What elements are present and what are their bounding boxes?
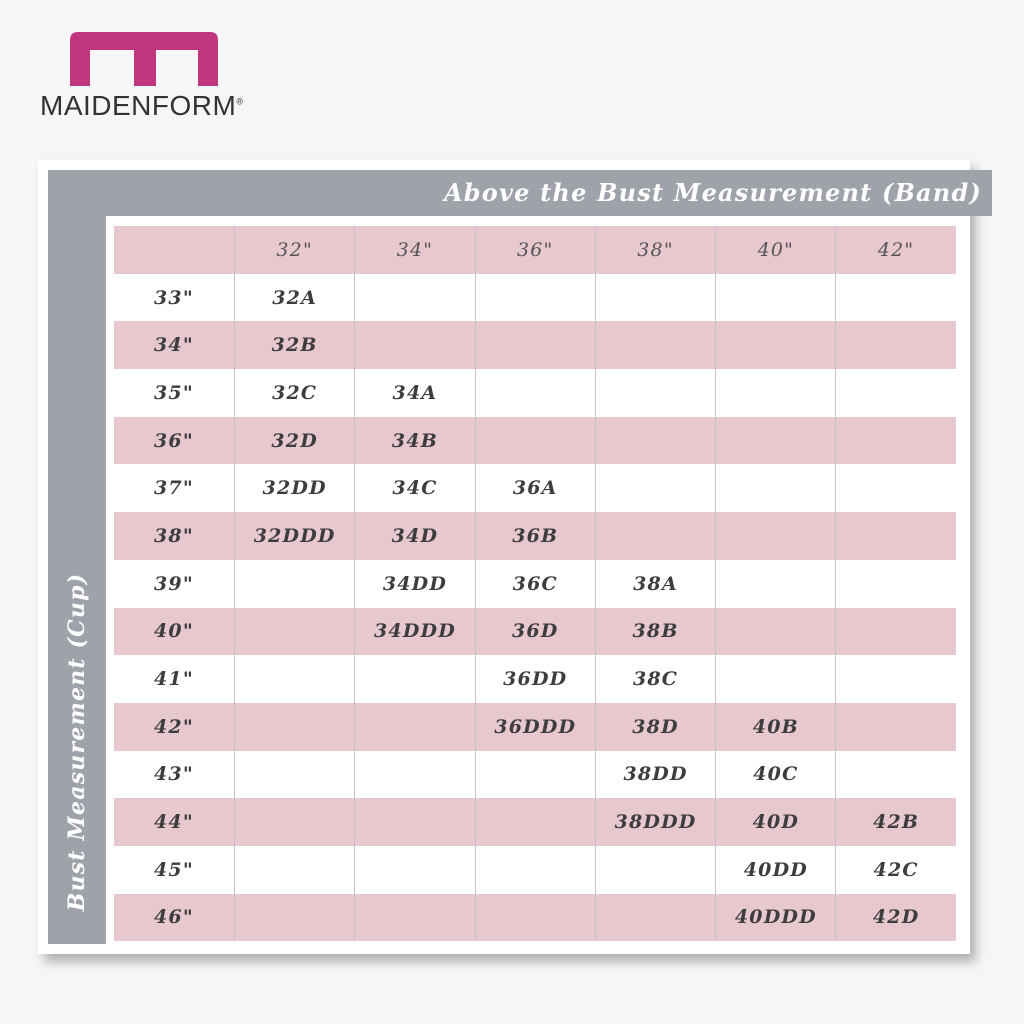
bra-size-cell	[715, 560, 835, 608]
bra-size-cell: 36B	[475, 512, 595, 560]
bra-size-cell	[595, 894, 715, 942]
band-header-cell: 40"	[715, 226, 835, 274]
bust-measurement-cell: 36"	[154, 429, 194, 452]
bra-size-cell	[595, 846, 715, 894]
table-row	[114, 560, 956, 608]
bra-size-cell: 38DD	[595, 751, 715, 799]
bra-size-cell	[835, 369, 955, 417]
bra-size-cell	[835, 751, 955, 799]
cup-title-container	[48, 170, 106, 944]
bra-size-cell	[715, 321, 835, 369]
bra-size-cell: 32C	[234, 369, 354, 417]
bra-size-cell	[715, 608, 835, 656]
bra-size-cell	[234, 846, 354, 894]
bra-size-cell	[234, 751, 354, 799]
bra-size-cell: 34C	[354, 464, 474, 512]
band-header-cell: 36"	[475, 226, 595, 274]
table-row	[114, 751, 956, 799]
table-row	[114, 512, 956, 560]
size-chart-card	[38, 160, 982, 954]
bust-measurement-cell: 43"	[154, 763, 194, 786]
table-row	[114, 894, 956, 942]
table-row	[114, 846, 956, 894]
bra-size-cell	[475, 751, 595, 799]
bra-size-cell	[354, 321, 474, 369]
band-header-cell: 32"	[234, 226, 354, 274]
bra-size-cell: 34DDD	[354, 608, 474, 656]
bra-size-cell	[835, 608, 955, 656]
band-header-cell: 42"	[835, 226, 955, 274]
cup-side-bar	[48, 170, 106, 944]
band-header-cell: 38"	[595, 226, 715, 274]
bra-size-cell	[354, 655, 474, 703]
brand-name-text: MAIDENFORM	[40, 90, 237, 121]
bra-size-cell	[715, 464, 835, 512]
table-row	[114, 798, 956, 846]
bust-measurement-cell: 40"	[154, 620, 194, 643]
bra-size-cell	[475, 274, 595, 322]
table-row	[114, 608, 956, 656]
bra-size-cell	[835, 512, 955, 560]
header-row	[114, 226, 956, 274]
bra-size-cell: 42C	[835, 846, 955, 894]
bra-size-cell	[595, 369, 715, 417]
bra-size-cell	[715, 274, 835, 322]
bra-size-cell	[354, 846, 474, 894]
bra-size-cell	[715, 655, 835, 703]
bust-measurement-cell: 35"	[154, 381, 194, 404]
bra-size-cell: 36C	[475, 560, 595, 608]
bra-size-cell: 36D	[475, 608, 595, 656]
bra-size-cell	[835, 321, 955, 369]
bra-size-cell	[234, 608, 354, 656]
bra-size-cell: 32DDD	[234, 512, 354, 560]
bra-size-cell	[475, 321, 595, 369]
bra-size-cell	[715, 369, 835, 417]
bra-size-cell: 42D	[835, 894, 955, 942]
bra-size-cell	[595, 417, 715, 465]
bust-measurement-cell: 41"	[154, 668, 194, 691]
bust-measurement-cell: 44"	[154, 811, 194, 834]
bra-size-cell	[354, 751, 474, 799]
bust-measurement-cell: 33"	[154, 286, 194, 309]
bra-size-cell	[595, 321, 715, 369]
bust-measurement-cell: 45"	[154, 858, 194, 881]
bra-size-cell: 40B	[715, 703, 835, 751]
bra-size-cell	[475, 798, 595, 846]
bra-size-cell	[595, 512, 715, 560]
bra-size-cell: 38C	[595, 655, 715, 703]
bra-size-cell	[595, 274, 715, 322]
band-header-bar	[48, 170, 992, 216]
maidenform-m-logo-icon	[64, 28, 224, 90]
table-row	[114, 321, 956, 369]
bra-size-cell	[595, 464, 715, 512]
table-row	[114, 369, 956, 417]
bra-size-cell	[835, 703, 955, 751]
bra-size-cell: 38A	[595, 560, 715, 608]
table-row	[114, 274, 956, 322]
band-header-cell: 34"	[354, 226, 474, 274]
brand-name	[40, 90, 243, 122]
bra-size-cell	[835, 417, 955, 465]
bra-size-cell	[835, 274, 955, 322]
bra-size-cell: 42B	[835, 798, 955, 846]
bra-size-cell: 40DD	[715, 846, 835, 894]
bust-measurement-cell: 42"	[154, 715, 194, 738]
bra-size-cell	[234, 560, 354, 608]
bra-size-cell	[475, 846, 595, 894]
bra-size-cell	[835, 560, 955, 608]
cup-title: Bust Measurement (Cup)	[64, 572, 90, 912]
bra-size-cell	[354, 894, 474, 942]
bra-size-cell: 40C	[715, 751, 835, 799]
bra-size-cell	[234, 798, 354, 846]
bra-size-cell: 34B	[354, 417, 474, 465]
bra-size-cell	[234, 894, 354, 942]
bra-size-cell: 36DDD	[475, 703, 595, 751]
table-row	[114, 417, 956, 465]
table-row	[114, 464, 956, 512]
bust-measurement-cell: 38"	[154, 524, 194, 547]
bra-size-cell	[354, 798, 474, 846]
bra-size-cell	[234, 655, 354, 703]
bra-size-cell	[715, 417, 835, 465]
bra-size-cell: 38D	[595, 703, 715, 751]
bra-size-cell: 34A	[354, 369, 474, 417]
bra-size-cell	[475, 417, 595, 465]
bra-size-cell	[835, 464, 955, 512]
bra-size-cell: 36A	[475, 464, 595, 512]
bra-size-cell	[354, 703, 474, 751]
bra-size-cell	[354, 274, 474, 322]
bra-size-cell: 32DD	[234, 464, 354, 512]
bra-size-cell: 34D	[354, 512, 474, 560]
maidenform-logo	[40, 28, 280, 128]
bust-measurement-cell: 37"	[154, 477, 194, 500]
bra-size-cell: 32B	[234, 321, 354, 369]
bra-size-cell: 32A	[234, 274, 354, 322]
bra-size-cell: 32D	[234, 417, 354, 465]
bust-measurement-cell: 46"	[154, 906, 194, 929]
bust-measurement-cell: 39"	[154, 572, 194, 595]
bra-size-cell	[475, 369, 595, 417]
bra-size-cell: 40D	[715, 798, 835, 846]
table-row	[114, 655, 956, 703]
size-grid	[114, 226, 956, 942]
bra-size-cell	[234, 703, 354, 751]
trademark-symbol: ®	[236, 96, 244, 107]
band-title: Above the Bust Measurement (Band)	[443, 178, 982, 207]
bra-size-cell	[475, 894, 595, 942]
bust-measurement-cell: 34"	[154, 334, 194, 357]
bra-size-cell: 38B	[595, 608, 715, 656]
bra-size-cell: 34DD	[354, 560, 474, 608]
bra-size-cell: 38DDD	[595, 798, 715, 846]
bra-size-cell	[835, 655, 955, 703]
table-body	[114, 274, 956, 942]
table-row	[114, 703, 956, 751]
bra-size-cell: 36DD	[475, 655, 595, 703]
corner-cell	[114, 226, 234, 274]
bra-size-cell	[715, 512, 835, 560]
bra-size-cell: 40DDD	[715, 894, 835, 942]
